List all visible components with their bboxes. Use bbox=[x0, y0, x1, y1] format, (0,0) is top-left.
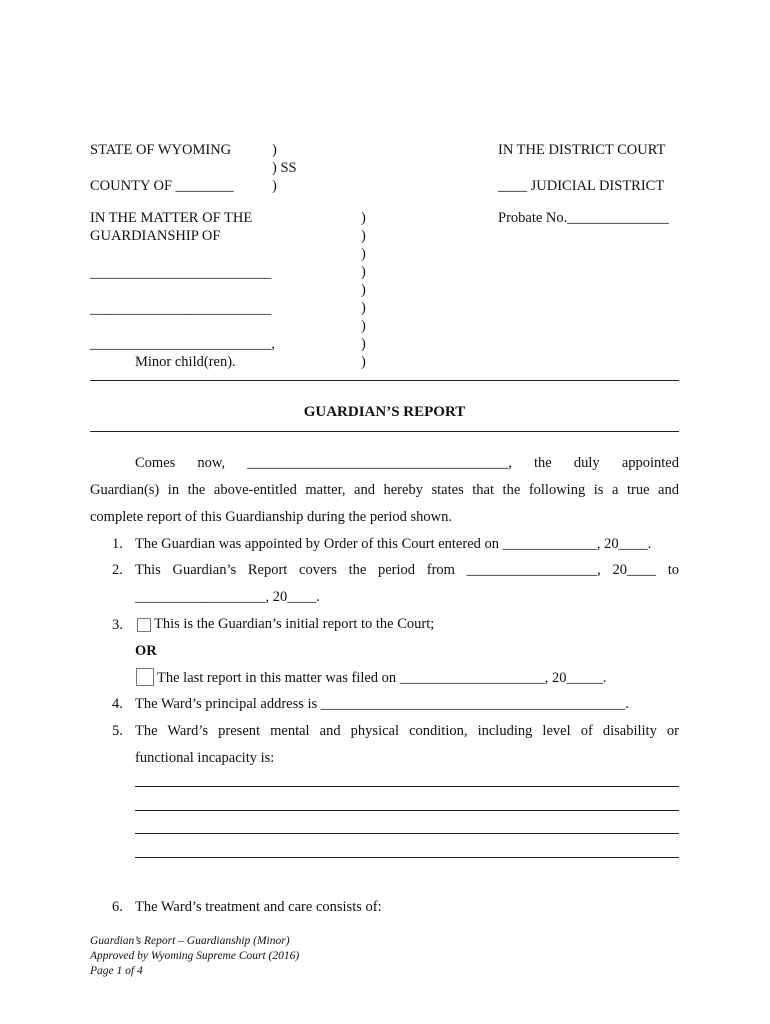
item-number: 1. bbox=[112, 536, 123, 552]
last-report-text: The last report in this matter was filed on ____________________, 20_____. bbox=[157, 670, 607, 686]
footer-page-number: Page 1 of 4 bbox=[90, 965, 143, 977]
ward-name-blank: _________________________ bbox=[90, 265, 272, 281]
item-address-text: The Ward’s principal address is __________________________________________. bbox=[135, 696, 629, 712]
ward-name-blank: _________________________ bbox=[90, 301, 272, 317]
caption-paren: ) bbox=[361, 210, 366, 226]
minor-children-label: Minor child(ren). bbox=[135, 354, 236, 370]
intro-line1: Comes now, ____________________________________, the duly appointed bbox=[135, 455, 679, 471]
item-number: 5. bbox=[112, 723, 123, 739]
caption-paren: ) bbox=[361, 300, 366, 316]
item-number: 4. bbox=[112, 696, 123, 712]
footer-form-name: Guardian’s Report – Guardianship (Minor) bbox=[90, 935, 290, 947]
last-report-checkbox[interactable] bbox=[136, 668, 154, 686]
item-treatment-text: The Ward’s treatment and care consists of: bbox=[135, 899, 382, 915]
document-title: GUARDIAN’S REPORT bbox=[303, 404, 466, 420]
item-period-text: This Guardian’s Report covers the period from __________________, 20____ to bbox=[135, 562, 679, 578]
ward-name-blank: _________________________, bbox=[90, 336, 275, 352]
item-number: 3. bbox=[112, 617, 123, 633]
caption-paren: ) bbox=[272, 178, 277, 194]
divider-line bbox=[90, 431, 679, 432]
caption-paren: ) bbox=[361, 318, 366, 334]
caption-paren: ) bbox=[361, 282, 366, 298]
ss-label: ) SS bbox=[272, 160, 297, 176]
answer-line[interactable] bbox=[135, 810, 679, 811]
matter-line2: GUARDIANSHIP OF bbox=[90, 228, 221, 244]
answer-line[interactable] bbox=[135, 833, 679, 834]
intro-line2: Guardian(s) in the above-entitled matter, and hereby states that the following is a true and bbox=[90, 482, 679, 498]
caption-paren: ) bbox=[361, 264, 366, 280]
item-appointed-text: The Guardian was appointed by Order of this Court entered on _____________, 20____. bbox=[135, 536, 652, 552]
item-condition-text-cont: functional incapacity is: bbox=[135, 750, 275, 766]
or-label: OR bbox=[135, 643, 157, 659]
item-period-text-cont: __________________, 20____. bbox=[135, 589, 320, 605]
intro-line3: complete report of this Guardianship during the period shown. bbox=[90, 509, 453, 525]
item-number: 2. bbox=[112, 562, 123, 578]
caption-paren: ) bbox=[361, 336, 366, 352]
caption-paren: ) bbox=[361, 354, 366, 370]
item-condition-text: The Ward’s present mental and physical condition, including level of disability or bbox=[135, 723, 679, 739]
state-label: STATE OF WYOMING bbox=[90, 142, 232, 158]
caption-paren: ) bbox=[361, 228, 366, 244]
footer-approval: Approved by Wyoming Supreme Court (2016) bbox=[90, 950, 300, 962]
probate-number: Probate No.______________ bbox=[498, 210, 669, 226]
caption-paren: ) bbox=[272, 142, 277, 158]
answer-line[interactable] bbox=[135, 857, 679, 858]
item-number: 6. bbox=[112, 899, 123, 915]
initial-report-text: This is the Guardian’s initial report to the Court; bbox=[154, 616, 435, 632]
initial-report-checkbox[interactable] bbox=[137, 618, 151, 632]
court-label: IN THE DISTRICT COURT bbox=[498, 142, 666, 158]
caption-paren: ) bbox=[361, 246, 366, 262]
answer-line[interactable] bbox=[135, 786, 679, 787]
matter-line1: IN THE MATTER OF THE bbox=[90, 210, 253, 226]
county-label: COUNTY OF ________ bbox=[90, 178, 234, 194]
divider-line bbox=[90, 380, 679, 381]
district-label: ____ JUDICIAL DISTRICT bbox=[498, 178, 665, 194]
